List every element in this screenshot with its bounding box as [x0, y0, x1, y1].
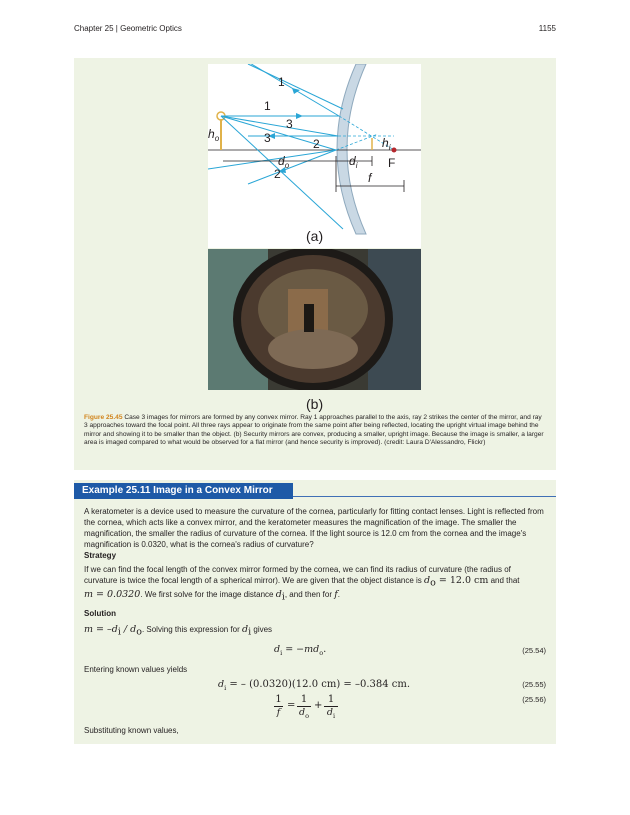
chapter-title: Chapter 25 | Geometric Optics	[74, 24, 182, 33]
running-header	[74, 24, 556, 36]
ray-label-2-lower: 2	[274, 167, 281, 181]
figure-box	[74, 58, 556, 470]
page-number: 1155	[538, 24, 556, 33]
strategy-text: If we can find the focal length of the convex mirror formed by the cornea, we can find its radius of curvature (the radius of curvature is twice the focal length of a spherical mirror). We are given that the object distance is $d_o = 12.0$ cm and that m = 0.0320. We first solve for the image distance $d_i$, and then for f.	[84, 565, 520, 603]
figure-label-b: (b)	[306, 396, 324, 412]
focal-length-label: f	[368, 171, 372, 185]
equation-25-54: $d_i = -md_o$.	[274, 644, 327, 657]
image-distance-label: $d_i$	[349, 154, 358, 170]
focal-point	[392, 148, 397, 153]
solution-text: $m = -d_i / d_o$. Solving this expression for $d_i$ gives	[84, 624, 273, 638]
substituting-text: Substituting known values,	[84, 726, 179, 735]
object-distance-label: $d_o$	[278, 154, 290, 170]
convex-mirror	[337, 64, 366, 234]
example-title: Example 25.11 Image in a Convex Mirror	[74, 483, 293, 499]
dimension-lines	[223, 156, 404, 192]
ray-label-1-top: 1	[278, 75, 285, 89]
example-title-bar	[74, 480, 556, 497]
ray-label-3-upper: 3	[286, 117, 293, 131]
ray-label-2-upper: 2	[313, 137, 320, 151]
figure-caption	[84, 414, 546, 447]
rays	[208, 64, 343, 229]
equation-25-55: $d_i$ = – (0.0320)(12.0 cm) = –0.384 cm.	[218, 679, 411, 692]
figure-label-a: (a)	[306, 228, 324, 244]
equation-25-56: 1 f = 1 $d_o$ + 1 $d_i$	[274, 694, 354, 722]
example-intro: A keratometer is a device used to measure the curvature of the cornea, particularly for fitting contact lenses. Light is reflected from the cornea, which acts like a convex mirror, and the keratometer measures the magnification of the image. The smaller the magnification, the smaller the radius of curvature of the cornea. If the light source is 12.0 cm from the cornea and the image's magnification is 0.0320, what is the cornea's radius of curvature?	[84, 507, 544, 549]
entering-text: Entering known values yields	[84, 665, 188, 674]
ray-label-3-lower: 3	[264, 131, 271, 145]
solution-heading: Solution	[84, 609, 116, 618]
image-height-label: $h_i$	[382, 136, 391, 152]
security-mirror-photo	[208, 249, 421, 390]
figure-caption-text: Case 3 images for mirrors are formed by any convex mirror. Ray 1 approaches parallel to the axis, ray 2 strikes the center of the mirror, and ray 3 approaches toward the focal point. All three rays appear to originate from the same point after being reflected, locating the upright virtual image behind the mirror and showing it to be smaller than the object. (b) Security mirrors are convex, producing a smaller, upright image. Because the image is smaller, a larger area is imaged compared to what would be observed for a flat mirror (and hence security is improved). (credit: Laura D'Alessandro, Flickr)	[84, 414, 544, 446]
equation-number-25-54: (25.54)	[522, 646, 546, 655]
convex-mirror-ray-diagram	[208, 64, 421, 248]
focal-point-label: F	[388, 156, 396, 170]
equation-number-25-56: (25.56)	[522, 695, 546, 704]
object-height-label: $h_o$	[208, 127, 220, 143]
security-mirror-image	[208, 249, 421, 390]
ray-label-1: 1	[264, 99, 271, 113]
example-box	[74, 480, 556, 744]
equation-number-25-55: (25.55)	[522, 680, 546, 689]
strategy-heading: Strategy	[84, 551, 117, 560]
figure-number: Figure 25.45	[84, 414, 123, 421]
